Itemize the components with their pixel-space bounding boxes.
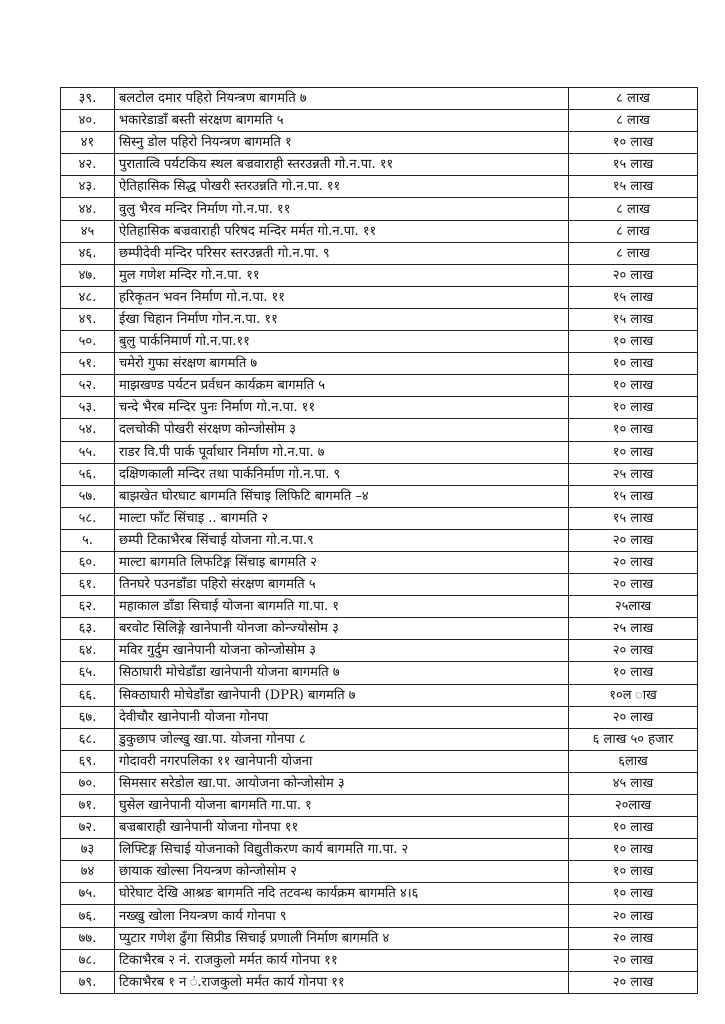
- serial-number-cell: ७९.: [61, 971, 115, 993]
- amount-cell: २० लाख: [569, 949, 698, 971]
- description-cell: बलटोल दमार पहिरो नियन्त्रण बागमति ७: [115, 88, 569, 110]
- table-row: [61, 728, 698, 750]
- table-row: [61, 971, 698, 993]
- serial-number-cell: ४२.: [61, 154, 115, 176]
- table-row: [61, 176, 698, 198]
- description-cell: वुलु भैरव मन्दिर निर्माण गो.न.पा. ११: [115, 198, 569, 220]
- description-cell: राडर वि.पी पार्क पूर्वाधार निर्माण गो.न.पा. ७: [115, 441, 569, 463]
- serial-number-cell: ६३.: [61, 618, 115, 640]
- table-row: [61, 596, 698, 618]
- description-cell: दलचोकी पोखरी संरक्षण कोन्जोसोम ३: [115, 419, 569, 441]
- table-row: [61, 927, 698, 949]
- serial-number-cell: ६०.: [61, 551, 115, 573]
- serial-number-cell: ६८.: [61, 728, 115, 750]
- amount-cell: २० लाख: [569, 706, 698, 728]
- amount-cell: १५ लाख: [569, 485, 698, 507]
- amount-cell: २० लाख: [569, 574, 698, 596]
- serial-number-cell: ५५.: [61, 441, 115, 463]
- amount-cell: ८ लाख: [569, 242, 698, 264]
- serial-number-cell: ७०.: [61, 772, 115, 794]
- amount-cell: १५ लाख: [569, 286, 698, 308]
- serial-number-cell: ७४: [61, 861, 115, 883]
- amount-cell: १० लाख: [569, 861, 698, 883]
- amount-cell: ८ लाख: [569, 110, 698, 132]
- table-row: [61, 242, 698, 264]
- table-row: [61, 286, 698, 308]
- amount-cell: ८ लाख: [569, 198, 698, 220]
- table-row: [61, 640, 698, 662]
- description-cell: पुरातात्वि पर्यटकिय स्थल बज्रवाराही स्तरउन्नती गो.न.पा. ११: [115, 154, 569, 176]
- description-cell: गोदावरी नगरपलिका ११ खानेपानी योजना: [115, 750, 569, 772]
- amount-cell: १० लाख: [569, 331, 698, 353]
- table-row: [61, 397, 698, 419]
- description-cell: लिफ्टिङ्ग सिचाई योजनाको विद्युतीकरण कार्य बागमति गा.पा. २: [115, 839, 569, 861]
- amount-cell: २०लाख: [569, 795, 698, 817]
- serial-number-cell: ४४.: [61, 198, 115, 220]
- amount-cell: १५ लाख: [569, 154, 698, 176]
- table-row: [61, 88, 698, 110]
- amount-cell: १५ लाख: [569, 507, 698, 529]
- table-row: [61, 662, 698, 684]
- serial-number-cell: ५१.: [61, 353, 115, 375]
- table-row: [61, 551, 698, 573]
- table-body: [61, 88, 698, 994]
- description-cell: घोरेघाट देखि आश्रङ बागमति नदि तटवन्ध कार्यक्रम बागमति ४।६: [115, 883, 569, 905]
- description-cell: ऐतिहासिक सिद्ध पोखरी स्तरउन्नति गो.न.पा. ११: [115, 176, 569, 198]
- table-row: [61, 618, 698, 640]
- table-row: [61, 353, 698, 375]
- serial-number-cell: ७२.: [61, 817, 115, 839]
- description-cell: मुल गणेश मन्दिर गो.न.पा. ११: [115, 264, 569, 286]
- description-cell: तिनघरे पउनडाँडा पहिरो संरक्षण बागमति ५: [115, 574, 569, 596]
- description-cell: माल्टा फाँट सिंचाइ .. बागमति २: [115, 507, 569, 529]
- table-row: [61, 507, 698, 529]
- description-cell: माझखण्ड पर्यटन प्रर्वधन कार्यक्रम बागमति ५: [115, 375, 569, 397]
- amount-cell: २० लाख: [569, 529, 698, 551]
- amount-cell: १० लाख: [569, 839, 698, 861]
- table-row: [61, 883, 698, 905]
- amount-cell: १०ल ाख: [569, 684, 698, 706]
- description-cell: चन्दे भैरब मन्दिर पुनः निर्माण गो.न.पा. ११: [115, 397, 569, 419]
- description-cell: बज्रबाराही खानेपानी योजना गोनपा ११: [115, 817, 569, 839]
- description-cell: डुकुछाप जोल्खु खा.पा. योजना गोनपा ८: [115, 728, 569, 750]
- table-row: [61, 308, 698, 330]
- serial-number-cell: ६७.: [61, 706, 115, 728]
- table-row: [61, 132, 698, 154]
- amount-cell: १० लाख: [569, 375, 698, 397]
- serial-number-cell: ६६.: [61, 684, 115, 706]
- table-row: [61, 684, 698, 706]
- amount-cell: १५ लाख: [569, 176, 698, 198]
- serial-number-cell: ४०.: [61, 110, 115, 132]
- serial-number-cell: ४८.: [61, 286, 115, 308]
- description-cell: टिकाभैरब २ नं. राजकुलो मर्मत कार्य गोनपा ११: [115, 949, 569, 971]
- amount-cell: ६ लाख ५० हजार: [569, 728, 698, 750]
- table-row: [61, 706, 698, 728]
- amount-cell: २० लाख: [569, 640, 698, 662]
- description-cell: बुलु पार्कनिमार्ण गो.न.पा.११: [115, 331, 569, 353]
- serial-number-cell: ५३.: [61, 397, 115, 419]
- table-row: [61, 331, 698, 353]
- description-cell: मविर गुर्दुम खानेपानी योजना कोन्जोसोम ३: [115, 640, 569, 662]
- amount-cell: १० लाख: [569, 419, 698, 441]
- description-cell: देवीचौर खानेपानी योजना गोनपा: [115, 706, 569, 728]
- serial-number-cell: ४६.: [61, 242, 115, 264]
- amount-cell: २० लाख: [569, 905, 698, 927]
- serial-number-cell: ६५.: [61, 662, 115, 684]
- serial-number-cell: ७६.: [61, 905, 115, 927]
- description-cell: सिठाघारी मोचेडाँडा खानेपानी योजना बागमति ७: [115, 662, 569, 684]
- table-row: [61, 574, 698, 596]
- serial-number-cell: ४१: [61, 132, 115, 154]
- amount-cell: १० लाख: [569, 132, 698, 154]
- amount-cell: ८ लाख: [569, 220, 698, 242]
- serial-number-cell: ६२.: [61, 596, 115, 618]
- amount-cell: १५ लाख: [569, 308, 698, 330]
- serial-number-cell: ६१.: [61, 574, 115, 596]
- amount-cell: १० लाख: [569, 817, 698, 839]
- description-cell: छम्पी टिकाभैरब सिंचाई योजना गो.न.पा.९: [115, 529, 569, 551]
- serial-number-cell: ५८.: [61, 507, 115, 529]
- amount-cell: ८ लाख: [569, 88, 698, 110]
- description-cell: छम्पीदेवी मन्दिर परिसर स्तरउन्नती गो.न.पा. ९: [115, 242, 569, 264]
- description-cell: प्युटार गणेश ढुँगा सिप्रीड सिचाई प्रणाली निर्माण बागमति ४: [115, 927, 569, 949]
- serial-number-cell: ४३.: [61, 176, 115, 198]
- serial-number-cell: ५७.: [61, 485, 115, 507]
- table-row: [61, 949, 698, 971]
- table-row: [61, 463, 698, 485]
- table-row: [61, 905, 698, 927]
- description-cell: ईखा चिहान निर्माण गोन.न.पा. ११: [115, 308, 569, 330]
- description-cell: भकारेडाडाँ बस्ती संरक्षण बागमति ५: [115, 110, 569, 132]
- table-row: [61, 220, 698, 242]
- serial-number-cell: ४५: [61, 220, 115, 242]
- table-row: [61, 772, 698, 794]
- table-row: [61, 375, 698, 397]
- table-row: [61, 861, 698, 883]
- serial-number-cell: ४७.: [61, 264, 115, 286]
- table-row: [61, 110, 698, 132]
- amount-cell: १० लाख: [569, 662, 698, 684]
- amount-cell: ४५ लाख: [569, 772, 698, 794]
- amount-cell: २० लाख: [569, 551, 698, 573]
- description-cell: माल्टा बागमति लिफटिङ्ग सिंचाइ बागमति २: [115, 551, 569, 573]
- description-cell: टिकाभैरब १ न ं.राजकुलो मर्मत कार्य गोनपा ११: [115, 971, 569, 993]
- table-row: [61, 795, 698, 817]
- description-cell: बाझखेत घोरघाट बागमति सिंचाइ लिफिटि बागमति –४: [115, 485, 569, 507]
- amount-cell: २५ लाख: [569, 618, 698, 640]
- serial-number-cell: ७५.: [61, 883, 115, 905]
- description-cell: हरिकृतन भवन निर्माण गो.न.पा. ११: [115, 286, 569, 308]
- serial-number-cell: ७८.: [61, 949, 115, 971]
- table-row: [61, 198, 698, 220]
- amount-cell: २० लाख: [569, 971, 698, 993]
- description-cell: सिस्नु डोल पहिरो नियन्त्रण बागमति १: [115, 132, 569, 154]
- description-cell: घुसेल खानेपानी योजना बागमति गा.पा. १: [115, 795, 569, 817]
- description-cell: चमेरो गुफा संरक्षण बागमति ७: [115, 353, 569, 375]
- table-row: [61, 750, 698, 772]
- table-row: [61, 154, 698, 176]
- serial-number-cell: ७१.: [61, 795, 115, 817]
- amount-cell: २० लाख: [569, 927, 698, 949]
- description-cell: सिक्ठाघारी मोचेडाँडा खानेपानी (DPR) बागमति ७: [115, 684, 569, 706]
- description-cell: नख्खु खोला नियन्त्रण कार्य गोनपा ९: [115, 905, 569, 927]
- amount-cell: १० लाख: [569, 441, 698, 463]
- serial-number-cell: ३९.: [61, 88, 115, 110]
- amount-cell: २५लाख: [569, 596, 698, 618]
- table-row: [61, 839, 698, 861]
- table-row: [61, 485, 698, 507]
- amount-cell: ६लाख: [569, 750, 698, 772]
- serial-number-cell: ६४.: [61, 640, 115, 662]
- description-cell: बरवोट सिलिङ्गे खानेपानी योनजा कोन्ज्योसोम ३: [115, 618, 569, 640]
- amount-cell: १० लाख: [569, 397, 698, 419]
- table-row: [61, 264, 698, 286]
- amount-cell: २५ लाख: [569, 463, 698, 485]
- serial-number-cell: ५०.: [61, 331, 115, 353]
- amount-cell: १० लाख: [569, 883, 698, 905]
- table-row: [61, 419, 698, 441]
- serial-number-cell: ५४.: [61, 419, 115, 441]
- table-row: [61, 529, 698, 551]
- serial-number-cell: ५२.: [61, 375, 115, 397]
- serial-number-cell: ४९.: [61, 308, 115, 330]
- description-cell: ऐतिहासिक बज्रवाराही परिषद मन्दिर मर्मत गो.न.पा. ११: [115, 220, 569, 242]
- amount-cell: १० लाख: [569, 353, 698, 375]
- budget-table: [60, 87, 698, 994]
- serial-number-cell: ७७.: [61, 927, 115, 949]
- description-cell: छायाक खोल्सा नियन्त्रण कोन्जोसोम २: [115, 861, 569, 883]
- table-row: [61, 817, 698, 839]
- description-cell: सिमसार सरेडोल खा.पा. आयोजना कोन्जोसोम ३: [115, 772, 569, 794]
- table-row: [61, 441, 698, 463]
- serial-number-cell: ५.: [61, 529, 115, 551]
- description-cell: महाकाल डाँडा सिचाई योजना बागमति गा.पा. १: [115, 596, 569, 618]
- serial-number-cell: ७३: [61, 839, 115, 861]
- description-cell: दक्षिणकाली मन्दिर तथा पार्कनिर्माण गो.न.पा. ९: [115, 463, 569, 485]
- serial-number-cell: ६९.: [61, 750, 115, 772]
- amount-cell: २० लाख: [569, 264, 698, 286]
- serial-number-cell: ५६.: [61, 463, 115, 485]
